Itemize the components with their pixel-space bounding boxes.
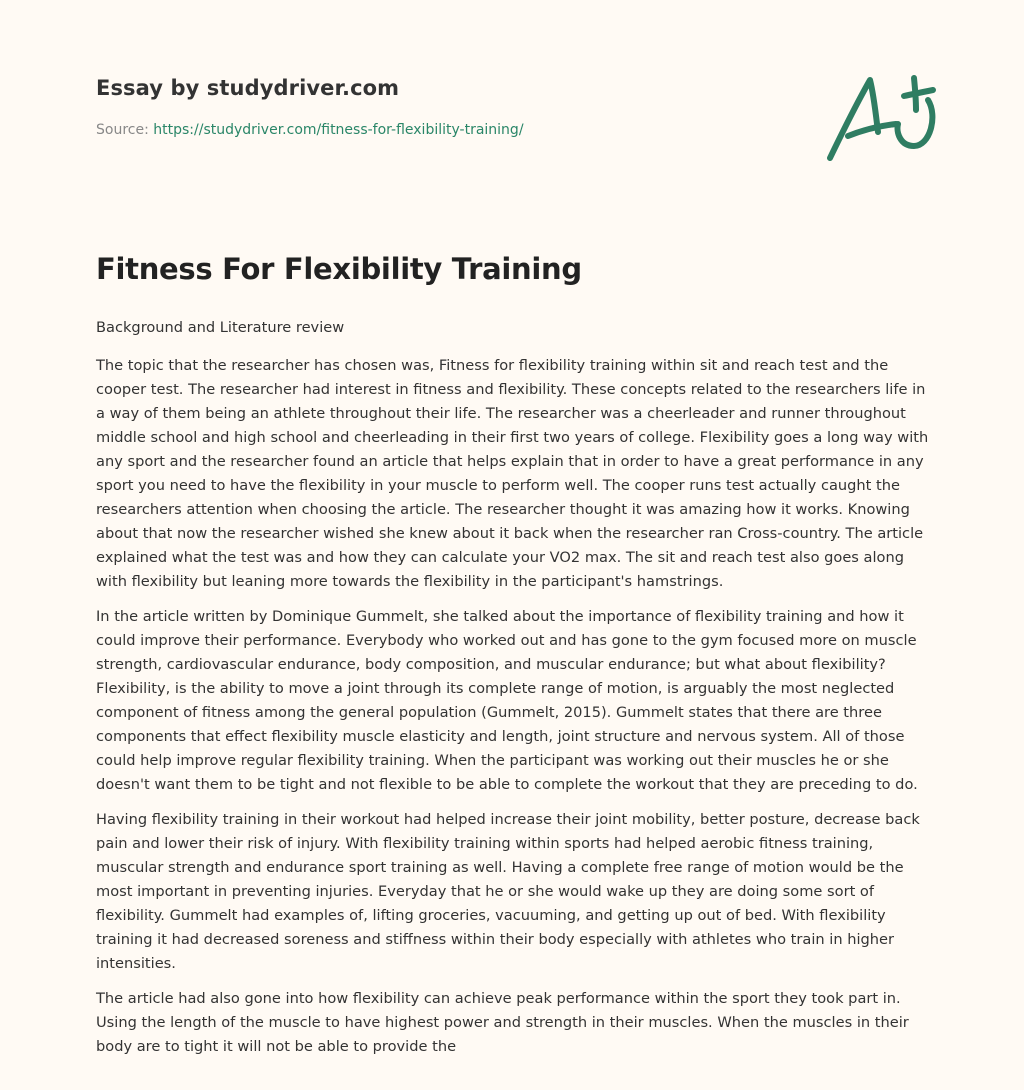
source-link[interactable]: https://studydriver.com/fitness-for-flexibility-training/ [153,122,524,138]
paragraph: The article had also gone into how flexibility can achieve peak performance within the sport they took part in. Using the length of the muscle to have highest power and strength in their muscles. When the muscles in their body are to tight it will not be able to provide the [96,990,909,1055]
site-brand: Essay by studydriver.com [96,76,400,100]
article-title: Fitness For Flexibility Training [96,252,582,286]
paragraph: The topic that the researcher has chosen was, Fitness for flexibility training within sit and reach test and the cooper test. The researcher had interest in fitness and flexibility. These concepts related to the researchers life in a way of them being an athlete throughout their life. The researcher was a cheerleader and runner throughout middle school and high school and cheerleading in their first two years of college. Flexibility goes a long way with any sport and the researcher found an article that helps explain that in order to have a great performance in any sport you need to have the flexibility in your muscle to perform well. The cooper runs test actually caught the researchers attention when choosing the article. The researcher thought it was amazing how it works. Knowing about that now the researcher wished she knew about it back when the researcher ran Cross-country. The article explained what the test was and how they can calculate your VO2 max. The sit and reach test also goes along with flexibility but leaning more towards the flexibility in the participant's hamstrings. [96,357,929,590]
paragraph: Having flexibility training in their workout had helped increase their joint mobility, better posture, decrease back pain and lower their risk of injury. With flexibility training within sports had helped aerobic fitness training, muscular strength and endurance sport training as well. Having a complete free range of motion would be the most important in preventing injuries. Everyday that he or she would wake up they are doing some sort of flexibility. Gummelt had examples of, lifting groceries, vacuuming, and getting up out of bed. With flexibility training it had decreased soreness and stiffness within their body especially with athletes who train in higher intensities. [96,811,920,972]
source-line [96,122,524,138]
page-header [96,76,524,138]
paragraph: In the article written by Dominique Gummelt, she talked about the importance of flexibility training and how it could improve their performance. Everybody who worked out and has gone to the gym focused more on muscle strength, cardiovascular endurance, body composition, and muscular endurance; but what about flexibility? Flexibility, is the ability to move a joint through its complete range of motion, is arguably the most neglected component of fitness among the general population (Gummelt, 2015). Gummelt states that there are three components that effect flexibility muscle elasticity and length, joint structure and nervous system. All of those could help improve regular flexibility training. When the participant was working out their muscles he or she doesn't want them to be tight and not flexible to be able to complete the workout that they are preceding to do. [96,608,918,793]
article-subtitle: Background and Literature review [96,319,345,336]
a-plus-logo-icon [818,66,938,166]
source-label: Source: [96,122,149,138]
article-body [96,316,938,1070]
